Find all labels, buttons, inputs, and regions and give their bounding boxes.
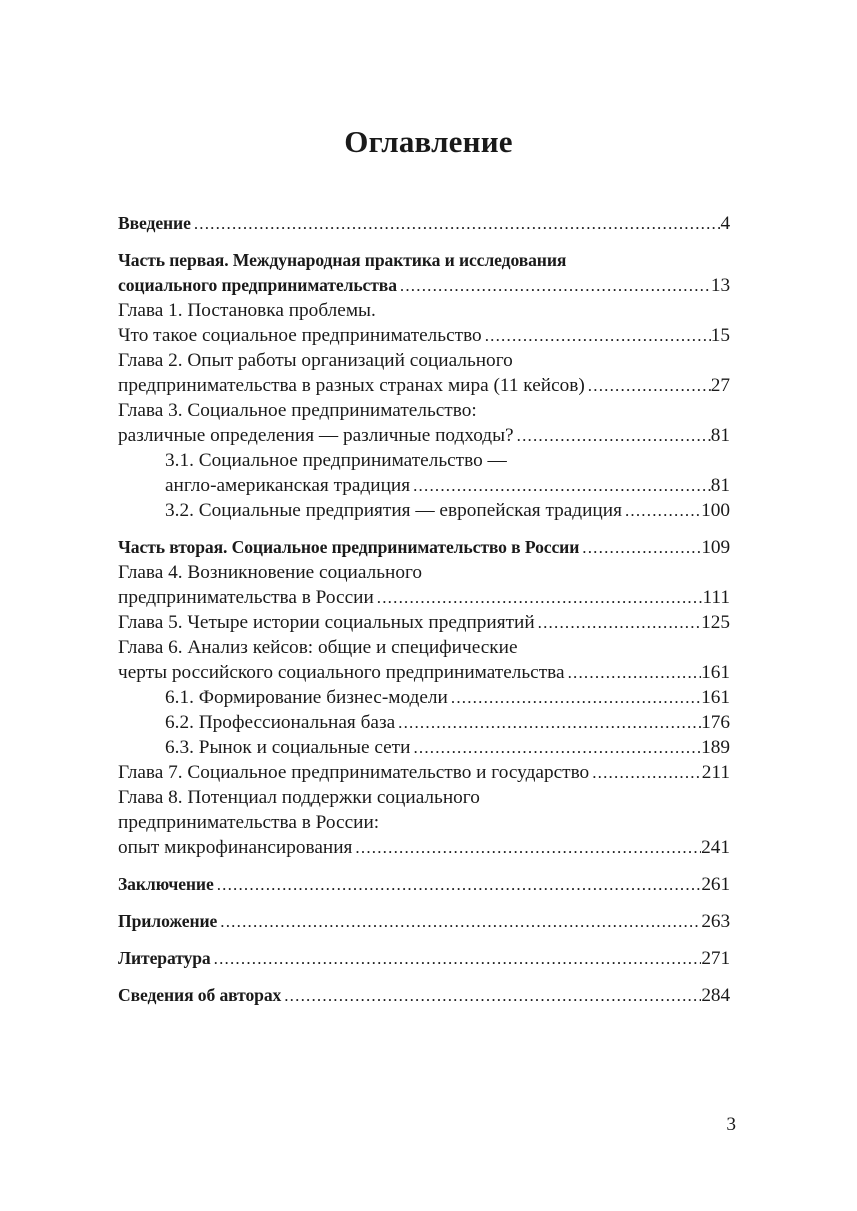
- toc-entry-page: 284: [701, 985, 730, 1006]
- toc-entry: [118, 323, 730, 348]
- toc-entry-title: Глава 2. Опыт работы организаций социального: [118, 350, 513, 371]
- toc-entry-page: 125: [701, 612, 730, 633]
- toc-entry: [118, 273, 730, 298]
- toc-entry-title: Часть вторая. Социальное предпринимательство в России: [118, 537, 580, 557]
- toc-entry-title: предпринимательства в России: [118, 587, 374, 608]
- toc-entry-title: Глава 5. Четыре истории социальных предприятий: [118, 612, 535, 633]
- toc-entry-page: 15: [710, 325, 730, 346]
- toc-entry-page: 189: [701, 737, 730, 758]
- toc-entry-title: Что такое социальное предпринимательство: [118, 325, 482, 346]
- toc-entry-page: 4: [720, 213, 730, 234]
- toc-entry: [118, 473, 730, 498]
- toc-entry: [118, 835, 730, 860]
- toc-entry-title: Глава 4. Возникновение социального: [118, 562, 423, 583]
- toc-entry-title: 6.2. Профессиональная база: [165, 712, 396, 733]
- table-of-contents: [118, 211, 730, 1008]
- toc-entry-title: предпринимательства в России:: [118, 812, 380, 833]
- toc-entry-page: 263: [701, 911, 730, 932]
- toc-entry-page: 13: [710, 275, 730, 296]
- toc-entry-title: черты российского социального предпринимательства: [118, 662, 565, 683]
- toc-entry: [118, 735, 730, 760]
- toc-entry: [118, 810, 730, 835]
- toc-entry-title: предпринимательства в разных странах мира (11 кейсов): [118, 375, 585, 396]
- dot-leader: [535, 610, 701, 635]
- dot-leader: [410, 473, 711, 498]
- dot-leader: [565, 660, 702, 685]
- toc-entry: [118, 298, 730, 323]
- toc-entry: [118, 248, 730, 273]
- toc-entry-title: Приложение: [118, 911, 218, 931]
- toc-entry-title: Введение: [118, 213, 191, 233]
- dot-leader: [514, 423, 711, 448]
- dot-leader: [579, 535, 701, 560]
- toc-entry-page: 211: [701, 762, 730, 783]
- dot-leader: [281, 983, 701, 1008]
- toc-entry: [118, 760, 730, 785]
- dot-leader: [217, 909, 701, 934]
- toc-entry: [118, 373, 730, 398]
- toc-entry: [118, 660, 730, 685]
- toc-entry: [118, 685, 730, 710]
- toc-entry: [118, 983, 730, 1008]
- toc-entry-title: Глава 1. Постановка проблемы.: [118, 300, 376, 321]
- toc-entry-title: Заключение: [118, 874, 214, 894]
- toc-entry: [118, 635, 730, 660]
- toc-entry: [118, 211, 730, 236]
- toc-entry-page: 161: [701, 662, 730, 683]
- toc-entry-page: 27: [710, 375, 730, 396]
- toc-entry-title: социального предпринимательства: [118, 275, 397, 295]
- toc-entry-title: Сведения об авторах: [118, 985, 282, 1005]
- dot-leader: [211, 946, 702, 971]
- toc-entry-page: 109: [701, 537, 730, 558]
- toc-entry-title: 3.2. Социальные предприятия — европейская традиция: [165, 500, 622, 521]
- toc-entry-title: Глава 8. Потенциал поддержки социального: [118, 787, 480, 808]
- dot-leader: [585, 373, 711, 398]
- toc-entry-title: Глава 6. Анализ кейсов: общие и специфические: [118, 637, 518, 658]
- toc-entry-title: Литература: [118, 948, 211, 968]
- toc-entry: [118, 946, 730, 971]
- toc-entry-title: англо-американская традиция: [165, 475, 411, 496]
- toc-entry: [118, 398, 730, 423]
- dot-leader: [410, 735, 701, 760]
- toc-entry-page: 241: [701, 837, 730, 858]
- toc-entry-title: Глава 7. Социальное предпринимательство и государство: [118, 762, 590, 783]
- toc-entry-page: 111: [702, 587, 730, 608]
- page-title: Оглавление: [344, 124, 513, 159]
- toc-entry: [118, 348, 730, 373]
- dot-leader: [374, 585, 703, 610]
- toc-entry-title: 6.1. Формирование бизнес-модели: [165, 687, 448, 708]
- toc-entry-title: 6.3. Рынок и социальные сети: [165, 737, 411, 758]
- toc-entry: [118, 498, 730, 523]
- toc-entry: [118, 785, 730, 810]
- dot-leader: [589, 760, 702, 785]
- toc-entry: [118, 560, 730, 585]
- toc-entry: [118, 535, 730, 560]
- toc-entry-page: 100: [701, 500, 730, 521]
- toc-entry: [118, 585, 730, 610]
- toc-entry-page: 81: [710, 425, 730, 446]
- toc-entry: [118, 610, 730, 635]
- toc-entry-title: различные определения — различные подходы?: [118, 425, 514, 446]
- toc-entry-title: Глава 3. Социальное предпринимательство:: [118, 400, 477, 421]
- toc-entry: [118, 710, 730, 735]
- dot-leader: [352, 835, 701, 860]
- dot-leader: [214, 872, 702, 897]
- toc-entry: [118, 909, 730, 934]
- toc-entry-title: 3.1. Социальное предпринимательство —: [165, 450, 507, 471]
- toc-entry-page: 176: [701, 712, 730, 733]
- dot-leader: [622, 498, 701, 523]
- toc-entry-title: Часть первая. Международная практика и исследования: [118, 250, 567, 270]
- dot-leader: [397, 273, 711, 298]
- toc-entry: [118, 448, 730, 473]
- dot-leader: [482, 323, 711, 348]
- toc-entry-title: опыт микрофинансирования: [118, 837, 353, 858]
- toc-entry: [118, 423, 730, 448]
- toc-entry: [118, 872, 730, 897]
- dot-leader: [448, 685, 701, 710]
- toc-entry-page: 261: [701, 874, 730, 895]
- toc-entry-page: 271: [701, 948, 730, 969]
- toc-entry-page: 81: [710, 475, 730, 496]
- page-number: 3: [726, 1114, 736, 1135]
- dot-leader: [395, 710, 701, 735]
- toc-entry-page: 161: [701, 687, 730, 708]
- dot-leader: [191, 211, 721, 236]
